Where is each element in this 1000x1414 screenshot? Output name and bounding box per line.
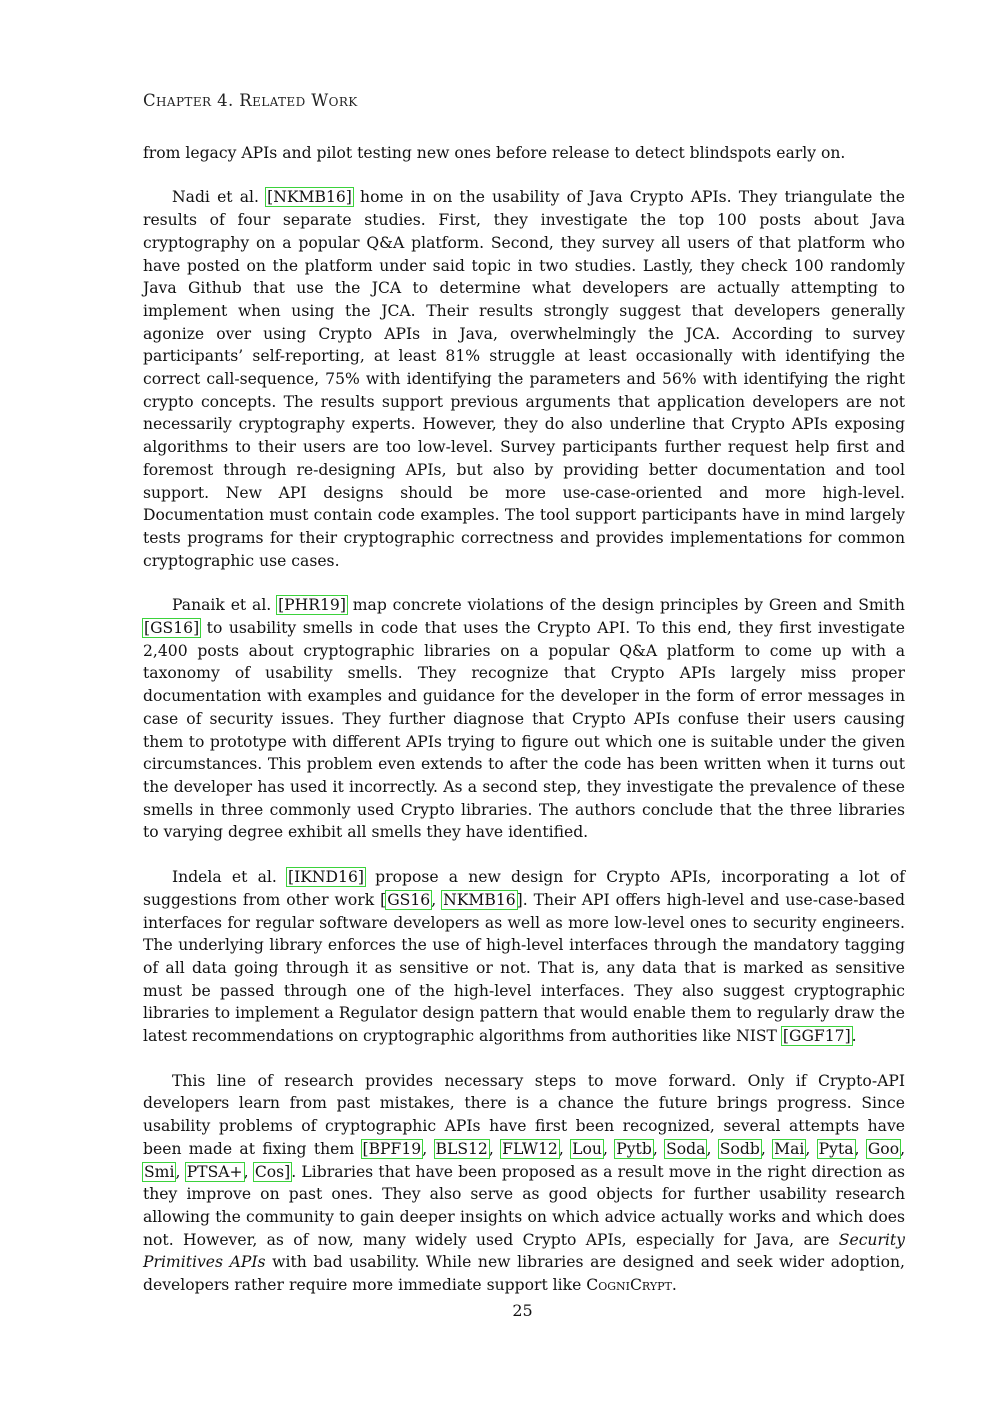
citation-link[interactable]: [PHR19]: [278, 596, 346, 615]
citation-link[interactable]: BLS12: [435, 1139, 488, 1158]
text-run: Indela et al.: [172, 868, 287, 887]
text-run: . Libraries that have been proposed as a result move in the right direction as they improve on past ones. They also serve as good objects for further usability research allowing the community to gain deeper insights on which advice actually works and which does not. However, as of now, many widely used Crypto APIs, especially for Java, are: [143, 1162, 906, 1249]
text-run: Nadi et al.: [172, 188, 267, 207]
citation-link[interactable]: Goo: [867, 1139, 900, 1158]
page-body: [143, 90, 905, 1297]
running-head: Chapter 4. Related Work: [143, 91, 358, 110]
citation-link[interactable]: [NKMB16]: [267, 188, 352, 207]
paragraph-panaik: [143, 594, 905, 844]
citation-link[interactable]: [IKND16]: [288, 868, 364, 887]
citation-link[interactable]: [GS16]: [144, 619, 200, 638]
text-run: map concrete violations of the design principles by Green and Smith: [346, 596, 905, 615]
paragraph-research-line: This line of research provides necessary steps to move forward. Only if Crypto-API developers learn from past mistakes, there is a chance the future brings progress. Since usability problems of cryptographic APIs have first been recognized, several attempts have been made at fixing them [BPF19, BLS12, FLW12, Lou, Pytb, Soda, Sodb, Mai, Pyta, Goo, Smi, PTSA+, Cos]. Libraries that have been proposed as a result move in the right direction as they improve on past ones. They also serve as good objects for further usability research allowing the community to gain deeper insights on which advice actually works and which does not. However, as of now, many widely used Crypto APIs, especially for Java, are Security Primitives APIs with bad usability. While new libraries are designed and seek wider adoption, developers rather require more immediate support like CogniCrypt.: [143, 1071, 906, 1295]
citation-link[interactable]: Smi: [144, 1162, 175, 1181]
text-run: Panaik et al.: [172, 596, 278, 615]
citation-link[interactable]: Pytb: [616, 1139, 652, 1158]
citation-link[interactable]: Lou: [572, 1139, 602, 1158]
text-run: This line of research provides necessary steps to move forward. Only if Crypto-API developers learn from past mistakes, there is a chance the future brings progress. Since usability problems of cryptographic APIs have first been recognized, several attempts have been made at fixing them: [143, 1071, 905, 1158]
text-run: ,: [431, 890, 443, 909]
citation-link[interactable]: Cos]: [254, 1162, 291, 1181]
text-run: .: [671, 1276, 677, 1295]
text-run: with bad usability. While new libraries are designed and seek wider adoption, developers rather require more immediate support like: [143, 1253, 906, 1295]
paragraph-text: from legacy APIs and pilot testing new ones before release to detect blindspots early on.: [143, 143, 846, 162]
tool-name: CogniCrypt: [586, 1276, 672, 1295]
page-number: 25: [512, 1301, 533, 1320]
citation-link[interactable]: PTSA+: [186, 1162, 243, 1181]
emphasis: Security Primitives APIs: [143, 1230, 905, 1272]
text-run: ]. Their API offers high-level and use-case-based interfaces for regular software developers as well as more low-level ones to security engineers. The underlying library enforces the use of high-level interfaces through the mandatory tagging of all data going through it as sensitive or not. That is, any data that is marked as sensitive must be passed through one of the high-level interfaces. They also suggest cryptographic libraries to implement a Regulator design pattern that would enable them to regularly draw the latest recommendations on cryptographic algorithms from authorities like NIST: [143, 890, 905, 1046]
citation-link[interactable]: Sodb: [719, 1139, 760, 1158]
citation-link[interactable]: Mai: [774, 1139, 805, 1158]
citation-link[interactable]: Pyta: [818, 1139, 854, 1158]
paragraph-nadi: [143, 186, 905, 572]
citation-link[interactable]: Soda: [666, 1139, 706, 1158]
paragraph-continued: [143, 142, 905, 165]
text-run: propose a new design for Crypto APIs, incorporating a lot of suggestions from other work [: [143, 868, 906, 909]
text-run: home in on the usability of Java Crypto APIs. They triangulate the results of four separate studies. First, they investigate the top 100 posts about Java cryptography on a popular Q&A platform. Second, they survey all users of that platform who have posted on the platform under said topic in two studies. Lastly, they check 100 randomly Java Github that use the JCA to determine what developers are actually attempting to implement when using the JCA. Their results strongly suggest that developers generally agonize over using Crypto APIs in Java, overwhelmingly the JCA. According to survey participants’ self-reporting, at least 81% struggle at least occasionally with identifying the correct call-sequence, 75% with identifying the parameters and 56% with identifying the right crypto concepts. The results support previous arguments that application developers are not necessarily cryptography experts. However, they do also underline that Crypto APIs exposing algorithms to their users are too low-level. Survey participants further request help first and foremost through re-designing APIs, but also by providing better documentation and tool support. New API designs should be more use-case-oriented and more high-level. Documentation must contain code examples. The tool support participants have in mind largely tests programs for their cryptographic correctness and provides implementations for common cryptographic use cases.: [143, 188, 905, 570]
citation-link[interactable]: [BPF19: [362, 1139, 422, 1158]
text-run: to usability smells in code that uses the Crypto API. To this end, they first investigate 2,400 posts about cryptographic libraries on a popular Q&A platform to come up with a taxonomy of usability smells. They recognize that Crypto APIs largely miss proper documentation with examples and guidance for the developer in the form of error messages in case of security issues. They further diagnose that Crypto APIs confuse their users causing them to prototype with different APIs trying to figure out which one is suitable under the given circumstances. This problem even extends to after the code has been written when it turns out the developer has used it incorrectly. As a second step, they investigate the prevalence of these smells in three commonly used Crypto libraries. The authors conclude that the three libraries to varying degree exhibit all smells they have identified.: [143, 619, 905, 842]
paragraph-indela: [143, 866, 905, 1048]
text-run: .: [851, 1027, 857, 1046]
citation-link[interactable]: GS16: [387, 890, 431, 909]
citation-link[interactable]: NKMB16: [443, 890, 516, 909]
citation-link[interactable]: [GGF17]: [782, 1027, 851, 1046]
citation-link[interactable]: FLW12: [502, 1139, 558, 1158]
